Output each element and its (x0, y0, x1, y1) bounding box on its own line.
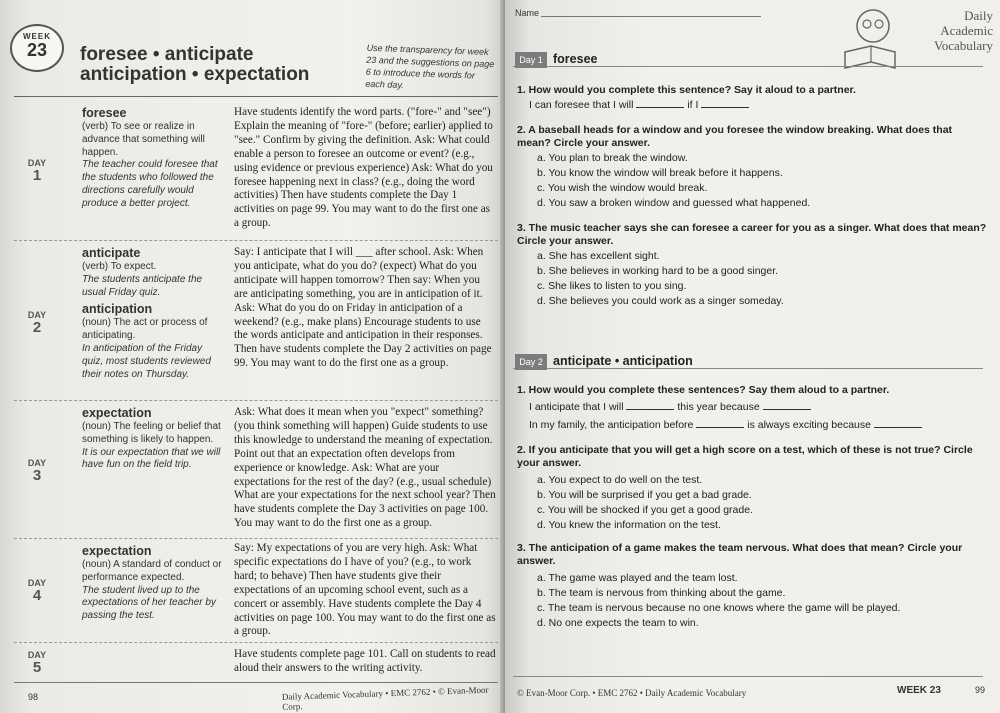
question: 1. How would you complete these sentences? Say them aloud to a partner. (517, 384, 890, 396)
answer-option[interactable]: d. No one expects the team to win. (537, 617, 699, 629)
term-column (82, 106, 222, 211)
footer-credit: Daily Academic Vocabulary • EMC 2762 • © Evan-Moor Corp. (281, 684, 489, 712)
name-label: Name (515, 8, 540, 18)
day-label: DAY 1 (27, 158, 47, 184)
week-badge (10, 24, 64, 72)
answer-sentence: I anticipate that I will this year because (529, 400, 969, 414)
section-title: anticipate • anticipation (553, 354, 693, 368)
answer-blank[interactable] (626, 400, 674, 410)
answer-option[interactable]: a. You plan to break the window. (537, 152, 688, 164)
owl-reading-icon (835, 2, 897, 72)
answer-option[interactable]: a. The game was played and the team lost. (537, 572, 738, 584)
term-word: expectation (82, 406, 152, 420)
answer-blank[interactable] (696, 418, 744, 428)
answer-option[interactable]: c. The team is nervous because no one knows where the game will be played. (537, 602, 901, 614)
answer-option[interactable]: b. She believes in working hard to be a good singer. (537, 265, 779, 277)
divider (513, 676, 983, 677)
answer-blank[interactable] (701, 98, 749, 108)
day-row-2 (14, 242, 498, 401)
term-column (82, 406, 222, 472)
term-word: anticipate (82, 246, 141, 260)
day-instructions: Say: My expectations of you are very high. Ask: What specific expectations do I have of you? (e.g., to work hard; to behave) Then have students give their expectations of an upcoming school event, such as a concert or assembly. Have students complete the Day 4 activities on page 100. You may want to do the first one as a group. (234, 542, 496, 638)
term-definition: (noun) The feeling or belief that something is likely to happen. (82, 421, 221, 445)
day-label: DAY 5 (27, 650, 47, 676)
answer-option[interactable]: c. You will be shocked if you get a good grade. (537, 504, 753, 516)
day-instructions: Have students complete page 101. Call on students to read aloud their answers to the writing activity. (234, 648, 496, 674)
term-word: expectation (82, 544, 152, 558)
term-definition: (verb) To see or realize in advance that something will happen. (82, 121, 205, 158)
term-example: It is our expectation that we will have fun on the field trip. (82, 446, 221, 471)
divider (513, 66, 983, 67)
week-number: 23 (26, 40, 48, 60)
answer-blank[interactable] (636, 98, 684, 108)
answer-option[interactable]: d. You saw a broken window and guessed what happened. (537, 197, 811, 209)
logo-text: Daily Academic Vocabulary (934, 8, 993, 53)
divider (14, 96, 498, 97)
footer-credit: © Evan-Moor Corp. • EMC 2762 • Daily Academic Vocabulary (517, 688, 747, 698)
day-row-5 (14, 644, 498, 683)
day-label: DAY 3 (27, 458, 47, 484)
week-label: WEEK (23, 32, 51, 41)
term-example: In anticipation of the Friday quiz, most students reviewed their notes on Thursday. (82, 342, 211, 380)
answer-option[interactable]: b. You know the window will break before it happens. (537, 167, 783, 179)
term-example: The student lived up to the expectations of her teacher by passing the test. (82, 584, 216, 622)
question: 3. The music teacher says she can foresee a career for you as a singer. What does that mean? Circle your answer. (517, 222, 987, 247)
question: 2. If you anticipate that you will get a high score on a test, which of these is not true? Circle your answer. (517, 444, 973, 469)
term-definition: (noun) The act or process of anticipating. (82, 317, 208, 342)
answer-option[interactable]: d. She believes you could work as a singer someday. (537, 295, 784, 307)
day-instructions: Ask: What does it mean when you "expect" something? (you think something will happen) Guide students to use this knowledge to understand the meaning of expectation. Point out that an expectation often develops from experience or knowledge. Ask: What are your expectations for the rest of the day? (e.g., usual schedule) What are your expectations for the next school year? Then have students complete the Day 3 activities on page 100. You may want to do the first one as a group. (234, 406, 496, 530)
page-number: 99 (975, 685, 986, 695)
page-title-line1: foresee • anticipate (80, 44, 254, 65)
section-title: foresee (553, 52, 598, 66)
answer-blank[interactable] (874, 418, 922, 428)
question: 3. The anticipation of a game makes the team nervous. What does that mean? Circle your answer. (517, 542, 963, 567)
term-definition: (verb) To expect. (82, 261, 157, 272)
term-example: The students anticipate the usual Friday quiz. (82, 273, 203, 298)
question: 1. How would you complete this sentence? Say it aloud to a partner. (517, 84, 856, 96)
day-instructions: Say: I anticipate that I will ___ after school. Ask: When you anticipate, what do you do? (expect) What do you anticipate will happen tomorrow? Then say: When you are anticipating something, you are in anticipation of it. Ask: What do you do on Friday in anticipation of a weekend? (e.g., make plans) Encourage students to use the words anticipate and anticipation in their responses. Then have students complete the Day 2 activities on page 99. You may want to do the first one as a group. (234, 246, 492, 370)
answer-option[interactable]: c. She likes to listen to you sing. (537, 280, 687, 292)
page-number: 98 (28, 692, 39, 702)
answer-option[interactable]: c. You wish the window would break. (537, 182, 708, 194)
footer-week: WEEK 23 (897, 685, 941, 696)
term-word: anticipation (82, 302, 153, 317)
day-row-3 (14, 402, 498, 539)
answer-option[interactable]: a. You expect to do well on the test. (537, 474, 703, 486)
answer-option[interactable]: b. You will be surprised if you get a bad grade. (537, 489, 752, 501)
day-row-1 (14, 100, 498, 241)
term-definition: (noun) A standard of conduct or performance expected. (82, 559, 222, 583)
right-page (505, 0, 1000, 713)
page-title-line2: anticipation • expectation (80, 64, 310, 85)
day-tag: Day 2 (515, 354, 547, 370)
divider (513, 368, 983, 369)
day-row-4 (14, 540, 498, 643)
term-example: The teacher could foresee that the students who followed the directions carefully would produce a better project. (82, 159, 218, 209)
question: 2. A baseball heads for a window and you foresee the window breaking. What does that mean? Circle your answer. (517, 124, 953, 149)
term-column (82, 544, 222, 623)
day-instructions: Have students identify the word parts. ("fore-" and "see") Explain the meaning of "fore-" (before; earlier) applied to "see." Confirm by giving the definition. Ask: What could enable a person to foresee an outcome or event? (e.g., using evidence or previous experience) Ask: What do you foresee happening next in class? (e.g., doing the word activities) Then have students complete the Day 1 activities on page 99. You may want to do the first one as a group. (234, 106, 493, 230)
day-label: DAY 2 (27, 310, 47, 336)
answer-option[interactable]: a. She has excellent sight. (537, 250, 660, 262)
day-label: DAY 4 (27, 578, 47, 604)
answer-option[interactable]: d. You knew the information on the test. (537, 519, 721, 531)
answer-sentence: I can foresee that I will if I (529, 98, 969, 112)
intro-note: Use the transparency for week 23 and the suggestions on page 6 to introduce the words for each day. (365, 42, 495, 91)
answer-sentence: In my family, the anticipation before is always exciting because (529, 418, 969, 432)
day-tag: Day 1 (515, 52, 547, 68)
name-line[interactable] (541, 16, 761, 17)
term-word: foresee (82, 106, 127, 120)
answer-blank[interactable] (763, 400, 811, 410)
term-column (82, 246, 222, 381)
answer-option[interactable]: b. The team is nervous from thinking about the game. (537, 587, 786, 599)
